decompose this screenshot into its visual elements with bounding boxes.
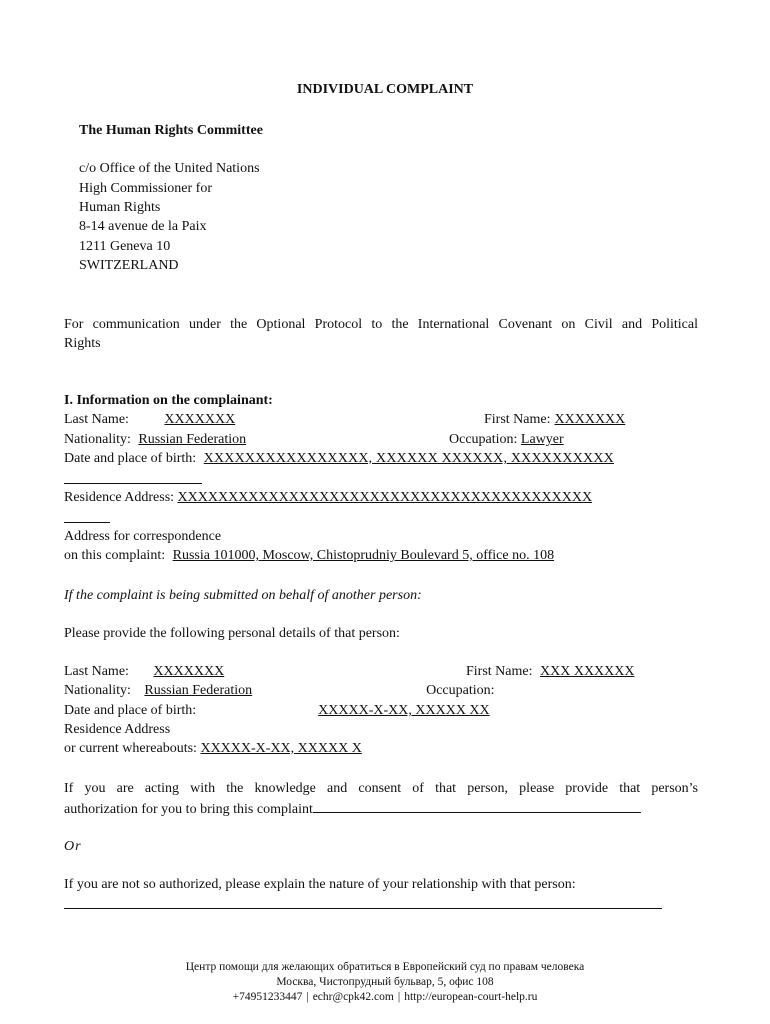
victim-whereabouts-label: or current whereabouts: [64, 741, 197, 756]
another-person-intro: If the complaint is being submitted on behalf of another person: [64, 588, 422, 603]
dob-continuation-rule [64, 469, 202, 484]
address-line: SWITZERLAND [79, 258, 179, 273]
communication-text-cont: Rights [64, 336, 101, 351]
victim-first-name-row [466, 663, 635, 681]
first-name-label: First Name: [484, 412, 551, 427]
footer-separator: | [306, 991, 309, 1003]
footer-separator: | [397, 991, 401, 1003]
complainant-dob-row [64, 450, 618, 468]
document-title: INDIVIDUAL COMPLAINT [296, 82, 474, 97]
victim-last-name-value[interactable]: XXXXXXX [153, 664, 225, 679]
complainant-first-name-row [484, 411, 625, 429]
authorization-row [64, 798, 641, 819]
address-line: c/o Office of the United Nations [79, 161, 260, 176]
victim-first-name-value[interactable]: XXX XXXXXX [540, 664, 635, 679]
last-name-label: Last Name: [64, 412, 129, 427]
authorization-input[interactable] [313, 798, 641, 813]
not-authorized-text: If you are not so authorized, please explain the nature of your relationship with that person: [64, 877, 576, 892]
complainant-residence-value[interactable]: XXXXXXXXXXXXXXXXXXXXXXXXXXXXXXXXXXXXXXXXX [177, 490, 593, 505]
or-text: Or [64, 839, 82, 854]
address-line: 8-14 avenue de la Paix [79, 219, 207, 234]
correspondence-label-cont: on this complaint: [64, 548, 166, 563]
residence-continuation-line [64, 508, 110, 529]
victim-nationality-value[interactable]: Russian Federation [144, 683, 253, 698]
victim-last-name-label: Last Name: [64, 664, 129, 679]
victim-nationality-row [64, 682, 495, 700]
section1-heading: I. Information on the complainant: [64, 393, 273, 408]
complainant-last-name-row [64, 411, 417, 429]
knowledge-consent-text: If you are acting with the knowledge and consent of that person, please provide that person’s [64, 781, 698, 796]
communication-text: For communication under the Optional Protocol to the International Covenant on Civil and Political [64, 317, 698, 332]
occupation-label: Occupation: [449, 432, 518, 447]
footer [0, 960, 770, 1005]
victim-whereabouts-value[interactable]: XXXXX-X-XX, XXXXX X [200, 741, 362, 756]
relationship-input-line[interactable] [64, 908, 662, 909]
complainant-occupation-value[interactable]: Lawyer [520, 432, 564, 447]
victim-nationality-label: Nationality: [64, 683, 131, 698]
victim-first-name-label: First Name: [466, 664, 533, 679]
correspondence-row [64, 547, 606, 565]
footer-address: Москва, Чистопрудный бульвар, 5, офис 108 [276, 976, 494, 988]
complainant-nationality-row [64, 431, 377, 449]
footer-email[interactable]: echr@cpk42.com [312, 991, 394, 1003]
victim-dob-label: Date and place of birth: [64, 703, 197, 718]
footer-org-name: Центр помощи для желающих обратиться в Европейский суд по правам человека [185, 961, 585, 973]
authorization-label: authorization for you to bring this complaint [64, 802, 313, 817]
address-line: Human Rights [79, 200, 161, 215]
complainant-last-name-value[interactable]: XXXXXXX [164, 412, 236, 427]
footer-contacts [0, 990, 770, 1005]
residence-continuation-rule [64, 508, 110, 523]
complainant-residence-row [64, 489, 612, 507]
victim-whereabouts-row [64, 740, 462, 758]
dob-continuation-line [64, 469, 202, 490]
complainant-nationality-value[interactable]: Russian Federation [138, 432, 247, 447]
address-line: 1211 Geneva 10 [79, 239, 171, 254]
complainant-first-name-value[interactable]: XXXXXXX [554, 412, 626, 427]
address-line: High Commissioner for [79, 181, 212, 196]
victim-dob-row [64, 702, 490, 720]
complainant-occupation-row [449, 431, 648, 449]
correspondence-value[interactable]: Russia 101000, Moscow, Chistoprudniy Boulevard 5, office no. 108 [172, 548, 555, 563]
correspondence-label: Address for correspondence [64, 529, 222, 544]
nationality-label: Nationality: [64, 432, 131, 447]
victim-residence-label: Residence Address [64, 722, 171, 737]
victim-occupation-label: Occupation: [426, 683, 495, 698]
committee-heading: The Human Rights Committee [79, 123, 263, 138]
footer-phone: +74951233447 [232, 991, 303, 1003]
complainant-dob-value[interactable]: XXXXXXXXXXXXXXXX, XXXXXX XXXXXX, XXXXXXXXXX [203, 451, 614, 466]
victim-last-name-row [64, 663, 452, 681]
residence-label: Residence Address: [64, 490, 175, 505]
another-person-provide: Please provide the following personal details of that person: [64, 626, 400, 641]
dob-label: Date and place of birth: [64, 451, 197, 466]
footer-website[interactable]: http://european-court-help.ru [404, 991, 538, 1003]
victim-dob-value[interactable]: XXXXX-X-XX, XXXXX XX [318, 703, 490, 718]
